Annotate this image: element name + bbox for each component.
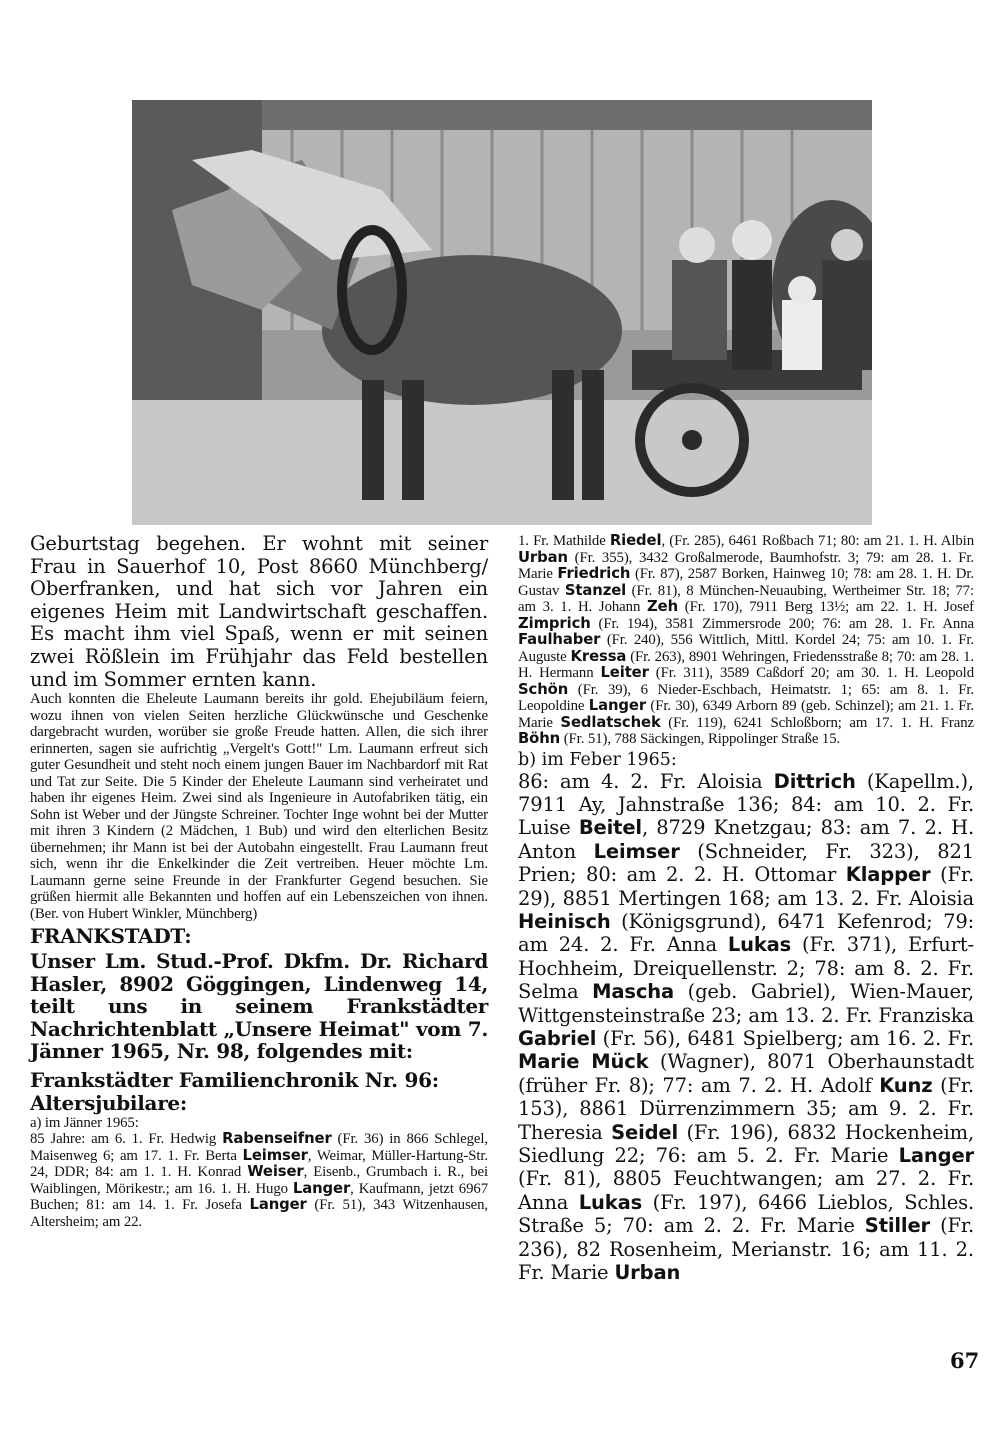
person-surname: Kressa bbox=[570, 647, 627, 665]
person-surname: Friedrich bbox=[557, 565, 631, 582]
entry-text: , 8729 Knetzgau; 83: am 7. 2. H. Anton bbox=[518, 816, 975, 863]
person-surname: Klapper bbox=[845, 863, 931, 887]
person-surname: Seidel bbox=[611, 1120, 679, 1144]
entry-text: , Eisenb., Grumbach i. R., bei Waiblingen, Mörikestr.; am 16. 1. H. Hugo bbox=[30, 1164, 488, 1197]
entry-text: (Fr. 236), 82 Rosenheim, Merianstr. 16; am 11. 2. Fr. Marie bbox=[518, 1214, 974, 1285]
person-surname: Faulhaber bbox=[518, 631, 601, 648]
entry-text: (Fr. 30), 6349 Arborn 89 (geb. Schinzel); am 21. 1. Fr. Marie bbox=[518, 698, 974, 731]
entry-text: (Kapellm.), 7911 Ay, Jahnstraße 136; 84: am 10. 2. Fr. Luise bbox=[518, 769, 974, 840]
entry-text: (Fr. 81), 8805 Feuchtwangen; am 27. 2. Fr. Anna bbox=[518, 1167, 974, 1214]
entry-text: (Fr. 263), 8901 Wehringen, Friedensstraße 8; 70: am 28. 1. H. Hermann bbox=[518, 648, 975, 681]
person-surname: Lukas bbox=[578, 1190, 643, 1214]
jubilee-title: Altersjubilare: bbox=[30, 1090, 187, 1115]
person-surname: Marie Mück bbox=[518, 1050, 649, 1074]
entry-text: , Weimar, Müller-Hartung-Str. 24, DDR; 84: am 1. 1. H. Konrad bbox=[30, 1147, 488, 1181]
intro-paragraph: Geburtstag begehen. Er wohnt mit seiner Frau in Sauerhof 10, Post 8660 Münchberg/ Oberfranken, und hat sich vor Jahren ein eigenes Heim mit Landwirtschaft geschaffen. Es macht ihm viel Spaß, wenn er mit seinen zwei Rößlein im Frühjahr das Feld bestellen und im Sommer ernten kann. bbox=[30, 532, 488, 691]
person-surname: Leiter bbox=[600, 664, 649, 681]
entry-text: (Fr. 194), 3581 Zimmersrode 200; 76: am 28. 1. Fr. Anna bbox=[590, 615, 974, 632]
entry-text: (Fr. 39), 6 Nieder-Eschbach, Heimatstr. 1; 65: am 8. 1. Fr. Leopoldine bbox=[518, 681, 974, 714]
right-column bbox=[518, 533, 974, 1284]
entry-text: (Fr. 36) in 866 Schlegel, Maisenweg 6; am 17. 1. Fr. Berta bbox=[30, 1131, 488, 1164]
entry-text: (Fr. 355), 3432 Großalmerode, Baumhofstr. 3; 79: am 28. 1. Fr. Marie bbox=[518, 549, 974, 582]
photo-illustration bbox=[132, 100, 872, 525]
person-surname: Riedel bbox=[609, 532, 662, 549]
left-column bbox=[30, 533, 488, 1230]
announcement-paragraph: Unser Lm. Stud.-Prof. Dkfm. Dr. Richard Hasler, 8902 Göggingen, Lindenweg 14, teilt uns in seinem Frankstädter Nachrichtenblatt „Unsere Heimat" vom 7. Jänner 1965, Nr. 98, folgendes mit: bbox=[30, 949, 488, 1064]
person-surname: Stiller bbox=[864, 1214, 931, 1238]
person-surname: Langer bbox=[588, 697, 647, 714]
person-surname: Langer bbox=[249, 1196, 307, 1214]
person-surname: Gabriel bbox=[518, 1026, 597, 1050]
person-surname: Stanzel bbox=[564, 581, 627, 599]
entry-text: (Fr. 311), 3589 Caßdorf 20; am 30. 1. H. Leopold bbox=[648, 665, 974, 681]
person-surname: Mascha bbox=[592, 980, 675, 1004]
person-surname: Leimser bbox=[242, 1146, 308, 1164]
person-surname: Urban bbox=[518, 548, 568, 566]
chronicle-title: Frankstädter Familienchronik Nr. 96: bbox=[30, 1067, 439, 1092]
entry-text: (Fr. 51), 788 Säckingen, Rippolinger Straße 15. bbox=[560, 731, 841, 747]
person-surname: Rabenseifner bbox=[222, 1130, 332, 1148]
entry-text: (Fr. 56), 6481 Spielberg; am 16. 2. Fr. bbox=[596, 1026, 974, 1050]
laumann-paragraph: Auch konnten die Eheleute Laumann bereits ihr gold. Ehejubiläum feiern, wozu ihnen von vielen Seiten herzliche Glückwünsche und Geschenke dargebracht wurden, worüber sie große Freude hatten. Allen, die sich ihrer erinnerten, sagen sie aufrichtig „Vergelt's Gott!" Lm. Laumann erfreut sich guter Gesundheit und steht noch einem jungen Bauer im Nachbardorf mit Rat und Tat zur Seite. Die 5 Kinder der Eheleute Laumann sind verheiratet und haben ihr eigenes Heim. Zwei sind als Ingenieure in Autofabriken tätig, ein Sohn ist Weber und der Jüngste Schreiner. Tochter Inge wohnt bei der Mutter mit ihren 3 Kindern (2 Mädchen, 1 Bub) und wird den elterlichen Besitz übernehmen; ihr Mann ist bei der Autobahn eingestellt. Frau Laumann freut sich, wenn ihr die Enkelkinder die Zeit vertreiben. Heuer möchte Lm. Laumann gerne seine Freunde in der Frankfurter Gegend besuchen. Sie grüßen hiermit alle Bekannten und hoffen auf ein Lebenszeichen von ihnen. (Ber. von Hubert Winkler, Münchberg) bbox=[30, 691, 488, 922]
january-entries-continued bbox=[518, 533, 974, 748]
person-surname: Kunz bbox=[879, 1073, 933, 1097]
person-surname: Weiser bbox=[247, 1163, 304, 1181]
person-surname: Böhn bbox=[518, 730, 561, 747]
entry-text: (Fr. 119), 6241 Schloßborn; am 17. 1. H. Franz bbox=[660, 714, 974, 731]
person-surname: Dittrich bbox=[773, 769, 856, 793]
person-surname: Langer bbox=[292, 1179, 351, 1197]
person-surname: Heinisch bbox=[518, 909, 611, 933]
person-surname: Zeh bbox=[647, 598, 679, 615]
person-surname: Lukas bbox=[727, 933, 792, 957]
entry-text: , (Fr. 285), 6461 Roßbach 71; 80: am 21. 1. H. Albin bbox=[661, 533, 974, 549]
person-surname: Urban bbox=[614, 1261, 681, 1285]
february-entries bbox=[518, 770, 974, 1285]
january-heading: a) im Jänner 1965: bbox=[30, 1114, 139, 1131]
entry-text: (Fr. 240), 556 Wittlich, Mittl. Kordel 24; 75: am 10. 1. Fr. Auguste bbox=[518, 632, 974, 665]
entry-text: (Fr. 196), 6832 Hockenheim, Siedlung 22; 76: am 5. 2. Fr. Marie bbox=[518, 1120, 974, 1167]
entry-text: (Fr. 29), 8851 Mertingen 168; am 13. 2. Fr. Aloisia bbox=[518, 863, 974, 910]
person-surname: Schön bbox=[518, 680, 569, 698]
entry-text: (Schneider, Fr. 323), 821 Prien; 80: am 2. 2. H. Ottomar bbox=[518, 839, 975, 887]
entry-text: (Königsgrund), 6471 Kefenrod; 79: am 24. 2. Fr. Anna bbox=[518, 909, 974, 957]
page-number: 67 bbox=[950, 1348, 980, 1373]
entry-text: (Fr. 51), 343 Witzenhausen, Altersheim; am 22. bbox=[30, 1197, 488, 1230]
person-surname: Sedlatschek bbox=[560, 713, 661, 731]
entry-text: 1. Fr. Mathilde bbox=[518, 533, 610, 549]
person-surname: Zimprich bbox=[518, 614, 591, 632]
entry-text: 86: am 4. 2. Fr. Aloisia bbox=[518, 769, 774, 793]
entry-text: , Kaufmann, jetzt 6967 Buchen; 81: am 14. 1. Fr. Josefa bbox=[30, 1180, 488, 1214]
section-title-frankstadt: FRANKSTADT: bbox=[30, 924, 192, 949]
entry-text: 85 Jahre: am 6. 1. Fr. Hedwig bbox=[30, 1131, 223, 1148]
february-heading: b) im Feber 1965: bbox=[518, 749, 677, 770]
entry-text: (Fr. 81), 8 München-Neuaubing, Wertheimer Str. 18; 77: am 3. 1. H. Johann bbox=[518, 582, 974, 615]
horse-cart-photo bbox=[132, 100, 872, 525]
entry-text: (Fr. 197), 6466 Lieblos, Schles. Straße 5; 70: am 2. 2. Fr. Marie bbox=[518, 1190, 974, 1238]
entry-text: (Fr. 87), 2587 Borken, Hainweg 10; 78: am 28. 1. H. Dr. Gustav bbox=[518, 566, 974, 599]
entry-text: (Fr. 170), 7911 Berg 13½; am 22. 1. H. Josef bbox=[678, 599, 974, 615]
person-surname: Leimser bbox=[593, 839, 680, 863]
january-entries bbox=[30, 1131, 488, 1230]
entry-text: (Fr. 371), Erfurt-Hochheim, Dreiquellenstr. 2; 78: am 8. 2. Fr. Selma bbox=[518, 933, 974, 1004]
entry-text: (Wagner), 8071 Oberhaunstadt (früher Fr. 8); 77: am 7. 2. H. Adolf bbox=[518, 1050, 974, 1097]
person-surname: Langer bbox=[898, 1144, 974, 1167]
entry-text: (geb. Gabriel), Wien-Mauer, Wittgensteinstraße 23; am 13. 2. Fr. Franziska bbox=[518, 980, 974, 1027]
person-surname: Beitel bbox=[578, 816, 642, 840]
entry-text: (Fr. 153), 8861 Dürrenzimmern 35; am 9. 2. Fr. Theresia bbox=[518, 1073, 974, 1144]
